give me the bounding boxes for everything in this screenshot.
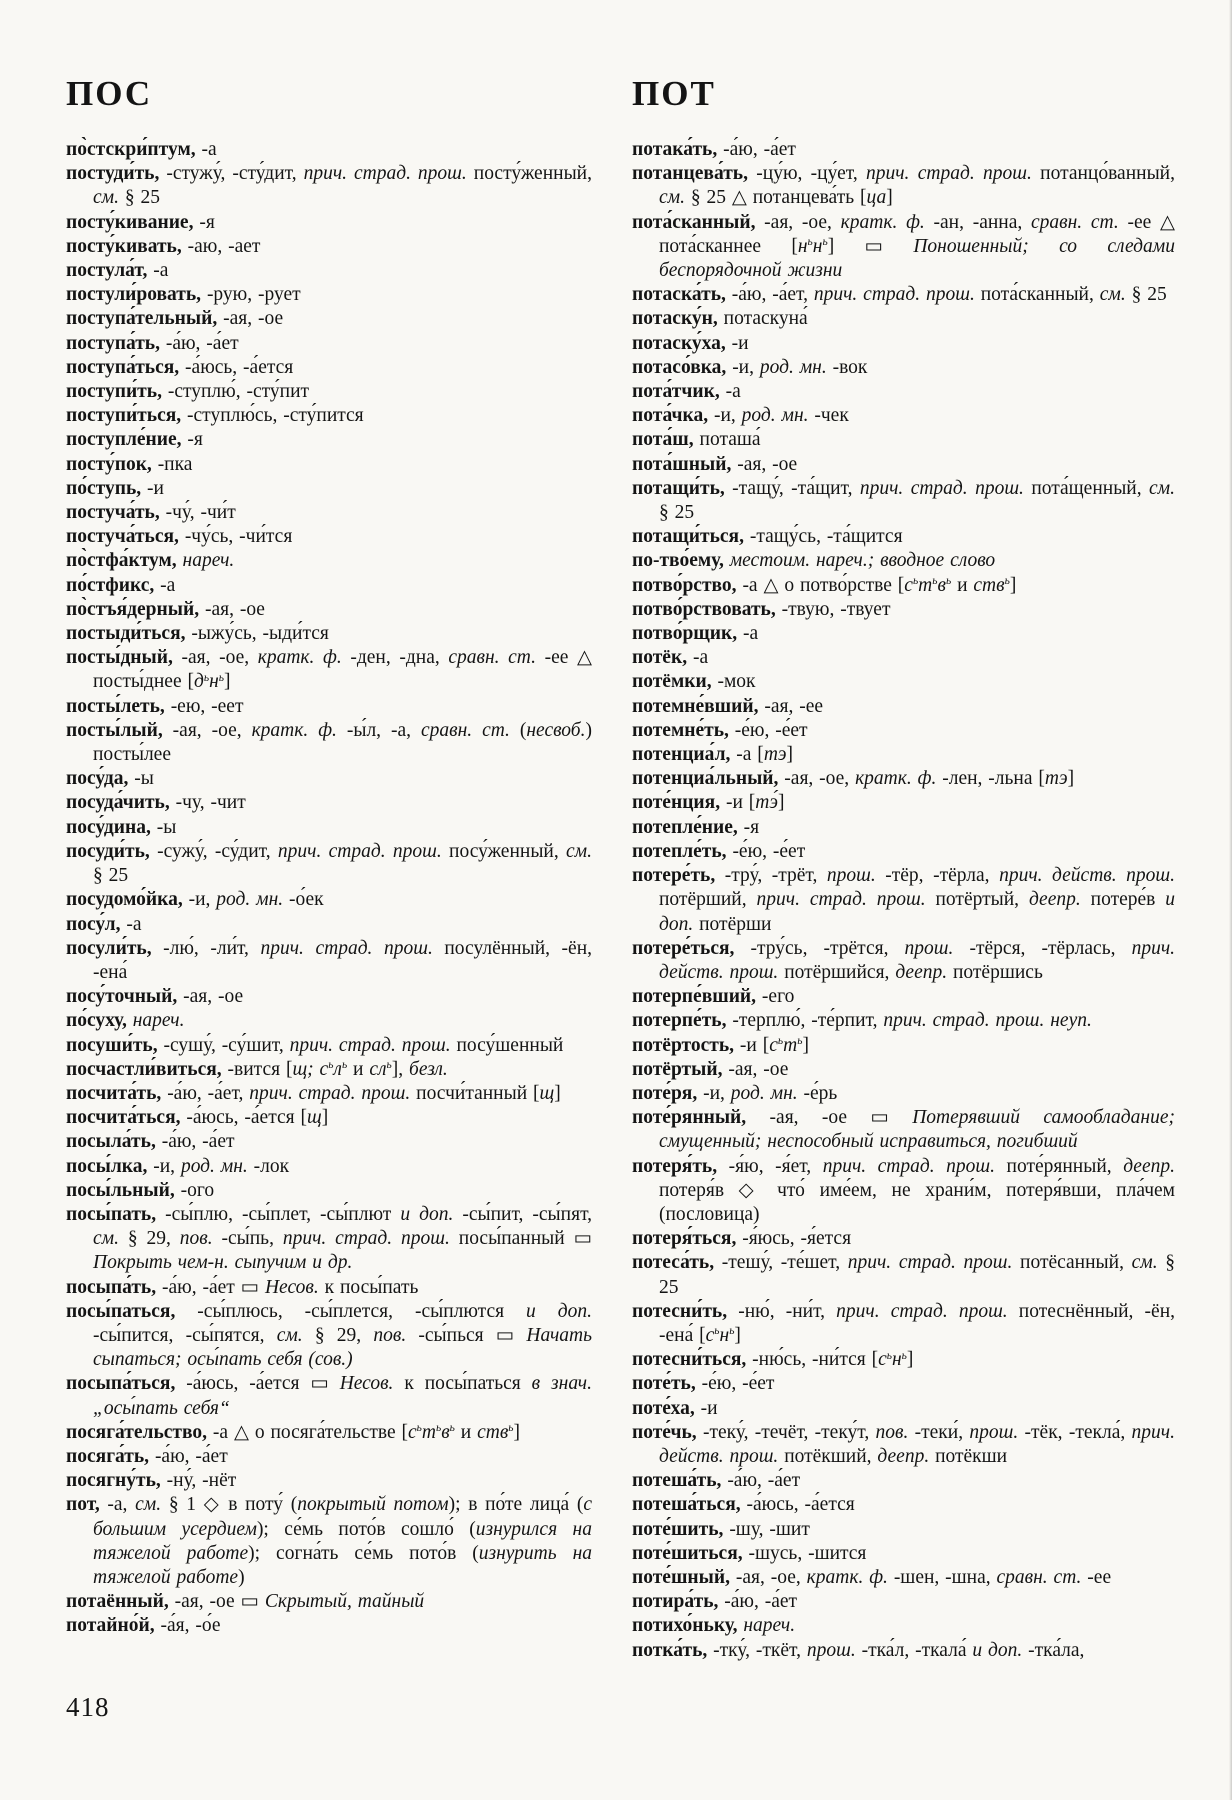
dictionary-entry: поте́ря, -и, род. мн. -е́рь xyxy=(632,1082,838,1104)
dictionary-entry: поступи́ться, -ступлю́сь, -сту́пится xyxy=(66,405,364,427)
dictionary-entry: поступа́тельный, -ая, -ое xyxy=(66,308,284,330)
dictionary-entry: потка́ть, -тку́, -ткёт, прош. -тка́л, -ткала́ и доп. -тка́ла, xyxy=(632,1639,1085,1661)
dictionary-entry: потака́ть, -а́ю, -а́ет xyxy=(632,139,796,160)
page-number: 418 xyxy=(66,1692,110,1722)
dictionary-entry: поте́ха, -и xyxy=(632,1397,718,1419)
dictionary-entry: потаска́ть, -а́ю, -а́ет, прич. страд. прош. пота́сканный, см. § 25 xyxy=(632,284,1167,306)
dictionary-entry: постуча́ться, -чу́сь, -чи́тся xyxy=(66,526,293,548)
dictionary-entry: потаску́ха, -и xyxy=(632,332,749,354)
dictionary-entry: потанцева́ть, -цу́ю, -цу́ет, прич. страд. прош. потанцо́ванный, см. § 25 △ потанцева́ть [ца] xyxy=(632,163,1175,209)
dictionary-entry: потира́ть, -а́ю, -а́ет xyxy=(632,1591,798,1613)
dictionary-entry: по̀стфа́ктум, нареч. xyxy=(66,550,235,572)
dictionary-entry: постуди́ть, -стужу́, -сту́дит, прич. страд. прош. посту́женный, см. § 25 xyxy=(66,163,592,209)
dictionary-entry: посы́льный, -ого xyxy=(66,1179,215,1201)
dictionary-entry: посы́лка, -и, род. мн. -лок xyxy=(66,1155,290,1177)
left-column-entries xyxy=(66,138,592,1639)
dictionary-entry: потво́рщик, -а xyxy=(632,623,759,645)
dictionary-entry: поте́шиться, -шусь, -шится xyxy=(632,1542,867,1564)
dictionary-entry: посягну́ть, -ну́, -нёт xyxy=(66,1470,237,1492)
dictionary-entry: посу́точный, -ая, -ое xyxy=(66,986,244,1008)
dictionary-entry: постула́т, -а xyxy=(66,260,169,282)
dictionary-entry: потере́ть, -тру́, -трёт, прош. -тёр, -тёрла, прич. действ. прош. потёрший, прич. страд. прош. потёртый, деепр. потере́в и доп. потёрши xyxy=(632,865,1176,935)
dictionary-entry: потепле́ть, -е́ю, -е́ет xyxy=(632,840,806,862)
dictionary-entry: посу́да, -ы xyxy=(66,768,154,790)
dictionary-entry: пота́тчик, -а xyxy=(632,381,741,403)
dictionary-entry: потёртость, -и $[с^ьт^ь]$ xyxy=(632,1034,809,1056)
dictionary-entry: поте́шить, -шу, -шит xyxy=(632,1518,810,1540)
dictionary-entry: потепле́ние, -я xyxy=(632,816,760,838)
dictionary-entry: поступле́ние, -я xyxy=(66,429,203,451)
dictionary-entry: посчита́ться, -а́юсь, -а́ется [щ] xyxy=(66,1107,329,1129)
dictionary-entry: поступа́ть, -а́ю, -а́ет xyxy=(66,332,239,354)
dictionary-entry: поте́рянный, -ая, -ое ▭ Потерявший самообладание; смущенный; неспособный исправиться, погибший xyxy=(632,1107,1175,1153)
dictionary-entry: потеря́ться, -я́юсь, -я́ется xyxy=(632,1228,852,1250)
right-column-header: ПОТ xyxy=(632,74,716,113)
dictionary-entry: потёртый, -ая, -ое xyxy=(632,1058,789,1080)
dictionary-entry: пота́сканный, -ая, -ое, кратк. ф. -ан, -анна, сравн. ст. -ее △ пота́сканнее $[н^ьн^ь]$ ▭ Поношенный; со следами беспорядочной жизни xyxy=(632,211,1175,282)
right-column-entries xyxy=(632,138,1175,1663)
dictionary-entry: потенциа́л, -а [тэ] xyxy=(632,744,793,766)
dictionary-entry: посяга́ть, -а́ю, -а́ет xyxy=(66,1445,228,1467)
dictionary-entry: потащи́ться, -тащу́сь, -та́щится xyxy=(632,526,903,548)
dictionary-entry: посули́ть, -лю́, -ли́т, прич. страд. прош. посулённый, -ён, -ена́ xyxy=(66,937,593,983)
dictionary-entry: потерпе́ть, -терплю́, -те́рпит, прич. страд. прош. неуп. xyxy=(632,1010,1092,1032)
dictionary-entry: посту́кивание, -я xyxy=(66,211,215,233)
dictionary-entry: по̀стскри́птум, -а xyxy=(66,139,217,160)
dictionary-entry: посу́л, -а xyxy=(66,913,142,935)
dictionary-entry: потаску́н, потаскуна́ xyxy=(632,308,808,330)
dictionary-entry: по́ступь, -и xyxy=(66,477,164,499)
dictionary-entry: посуди́ть, -сужу́, -су́дит, прич. страд. прош. посу́женный, см. § 25 xyxy=(66,840,593,887)
dictionary-entry: по́стфикс, -а xyxy=(66,574,176,596)
dictionary-entry: потеша́ть, -а́ю, -а́ет xyxy=(632,1470,801,1492)
dictionary-entry: посы́пать, -сы́плю, -сы́плет, -сы́плют и доп. -сы́пит, -сы́пят, см. § 29, пов. -сы́пь, прич. страд. прош. посы́панный ▭ Покрыть чем-н. сыпучим и др. xyxy=(66,1203,592,1274)
dictionary-entry: посуши́ть, -сушу́, -су́шит, прич. страд. прош. посу́шенный xyxy=(66,1034,564,1056)
dictionary-entry: пот, -а, см. § 1 ◇ в поту́ (покрытый потом); в по́те лица́ (с большим усердием); се́мь пото́в сошло́ (изнурился на тяжелой работе); согна́ть се́мь пото́в (изнурить на тяжелой работе) xyxy=(66,1494,592,1588)
dictionary-entry: потемне́вший, -ая, -ее xyxy=(632,695,824,717)
dictionary-entry: посчита́ть, -а́ю, -а́ет, прич. страд. прош. посчи́танный [щ] xyxy=(66,1082,561,1104)
dictionary-entry: потесни́ться, -ню́сь, -ни́тся $[с^ьн^ь]$ xyxy=(632,1349,914,1371)
dictionary-entry: потайно́й, -а́я, -о́е xyxy=(66,1615,221,1637)
dictionary-entry: потихо́ньку, нареч. xyxy=(632,1615,796,1637)
dictionary-entry: посыла́ть, -а́ю, -а́ет xyxy=(66,1131,235,1153)
dictionary-entry: посчастли́виться, -вится [щ; $с^ьл^ь$ и $сл^ь$], безл. xyxy=(66,1058,448,1080)
dictionary-entry: потащи́ть, -тащу́, -та́щит, прич. страд. прош. пота́щенный, см. § 25 xyxy=(632,477,1176,524)
dictionary-entry: поте́шный, -ая, -ое, кратк. ф. -шен, -шна, сравн. ст. -ее xyxy=(632,1566,1112,1588)
dictionary-entry: поте́чь, -теку́, -течёт, -теку́т, пов. -теки́, прош. -тёк, -текла́, прич. действ. прош. потёкший, деепр. потёкши xyxy=(632,1421,1175,1467)
dictionary-entry: потенциа́льный, -ая, -ое, кратк. ф. -лен, -льна [тэ] xyxy=(632,768,1075,790)
dictionary-entry: посу́дина, -ы xyxy=(66,816,177,838)
dictionary-entry: потаённый, -ая, -ое ▭ Скрытый, тайный xyxy=(66,1591,425,1613)
dictionary-entry: потере́ться, -тру́сь, -трётся, прош. -тёрся, -тёрлась, прич. действ. прош. потёршийся, деепр. потёршись xyxy=(632,937,1175,983)
dictionary-entry: постуча́ть, -чу́, -чи́т xyxy=(66,502,236,524)
dictionary-entry: потво́рствовать, -твую, -твует xyxy=(632,598,891,620)
dictionary-entry: посту́кивать, -аю, -ает xyxy=(66,235,261,257)
dictionary-entry: потемне́ть, -е́ю, -е́ет xyxy=(632,719,808,741)
dictionary-entry: потёк, -а xyxy=(632,647,709,669)
dictionary-entry: поте́нция, -и [тэ́] xyxy=(632,792,785,814)
dictionary-entry: по́суху, нареч. xyxy=(66,1010,185,1032)
dictionary-entry: посяга́тельство, -а △ о посяга́тельстве [$с^ьт^ьв^ь$ и ств$^ь$] xyxy=(66,1421,521,1443)
dictionary-entry: потасо́вка, -и, род. мн. -вок xyxy=(632,356,868,378)
dictionary-entry: потеса́ть, -тешу́, -те́шет, прич. страд. прош. потёсанный, см. § 25 xyxy=(632,1252,1176,1298)
left-column-header: ПОС xyxy=(66,74,153,113)
dictionary-entry: по-тво́ему, местоим. нареч.; вводное слово xyxy=(632,550,996,572)
dictionary-entry: потесни́ть, -ню́, -ни́т, прич. страд. прош. потеснённый, -ён, -ена́ $[с^ьн^ь]$ xyxy=(632,1300,1176,1346)
dictionary-entry: посы́паться, -сы́плюсь, -сы́плется, -сы́плются и доп. -сы́пится, -сы́пятся, см. § 29, пов. -сы́пься ▭ Начать сыпаться; осы́пать себя (сов.) xyxy=(66,1300,593,1371)
dictionary-entry: постыди́ться, -ыжу́сь, -ыди́тся xyxy=(66,623,329,645)
dictionary-entry: потеря́ть, -я́ю, -я́ет, прич. страд. прош. поте́рянный, деепр. потеря́в ◇ что́ име́ем, не храни́м, потеря́вши, пла́чем (пословица) xyxy=(632,1155,1175,1225)
dictionary-entry: посты́леть, -ею, -еет xyxy=(66,695,244,717)
dictionary-entry: пота́ш, поташа́ xyxy=(632,429,761,451)
dictionary-entry: посыпа́ться, -а́юсь, -а́ется ▭ Несов. к посы́паться в знач. „осы́пать себя“ xyxy=(66,1373,592,1419)
dictionary-entry: постули́ровать, -рую, -рует xyxy=(66,284,301,306)
dictionary-entry: поступи́ть, -ступлю́, -сту́пит xyxy=(66,381,310,403)
dictionary-entry: потво́рство, -а △ о потво́рстве [$с^ьт^ьв^ь$ и ств$^ь$] xyxy=(632,574,1017,596)
dictionary-entry: потёмки, -мок xyxy=(632,671,756,693)
dictionary-entry: посты́дный, -ая, -ое, кратк. ф. -ден, -дна, сравн. ст. -ее △ посты́днее $[д^ьн^ь]$ xyxy=(66,647,592,693)
dictionary-entry: по̀стъя́дерный, -ая, -ое xyxy=(66,598,265,620)
dictionary-entry: пота́шный, -ая, -ое xyxy=(632,453,798,475)
dictionary-entry: потеша́ться, -а́юсь, -а́ется xyxy=(632,1494,855,1516)
dictionary-entry: посыпа́ть, -а́ю, -а́ет ▭ Несов. к посы́пать xyxy=(66,1276,419,1298)
dictionary-entry: посудомо́йка, -и, род. мн. -о́ек xyxy=(66,889,324,911)
dictionary-entry: потерпе́вший, -его xyxy=(632,986,795,1008)
dictionary-entry: пота́чка, -и, род. мн. -чек xyxy=(632,405,849,427)
dictionary-entry: посуда́чить, -чу, -чит xyxy=(66,792,246,814)
right-column xyxy=(632,76,1175,1663)
dictionary-entry: поступа́ться, -а́юсь, -а́ется xyxy=(66,356,294,378)
dictionary-entry: поте́ть, -е́ю, -е́ет xyxy=(632,1373,775,1395)
left-column xyxy=(66,76,592,1639)
dictionary-entry: посту́пок, -пка xyxy=(66,453,193,475)
dictionary-entry: посты́лый, -ая, -ое, кратк. ф. -ы́л, -а, сравн. ст. (несвоб.) посты́лее xyxy=(66,719,592,766)
